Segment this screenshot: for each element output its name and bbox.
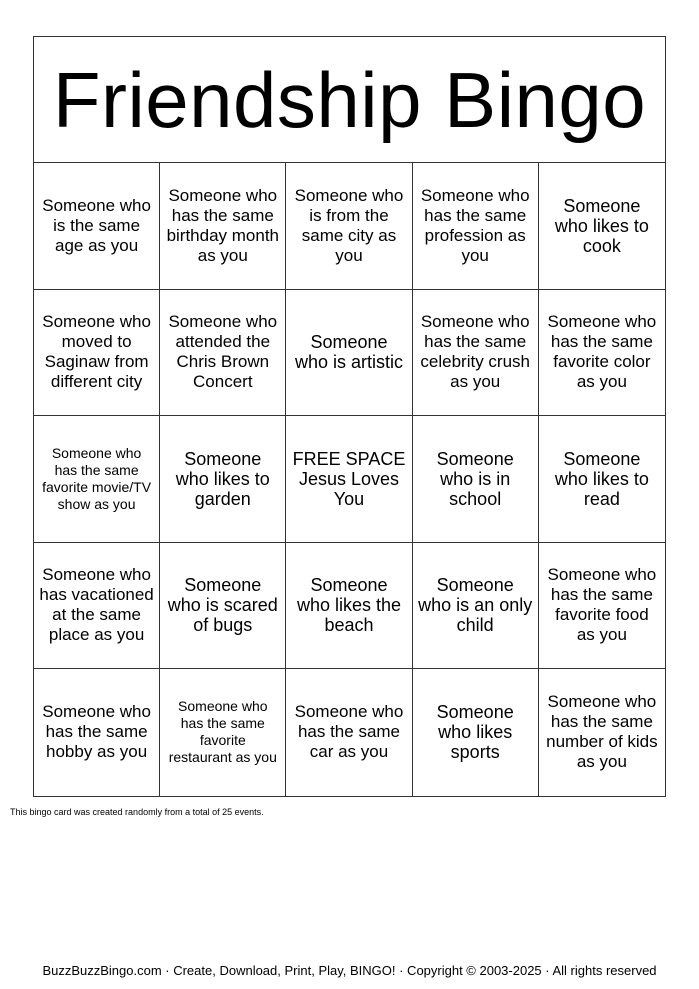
bingo-cell-r3-c4: Someone who is in school xyxy=(413,416,539,543)
card-title: Friendship Bingo xyxy=(52,55,647,144)
bingo-cell-r4-c3: Someone who likes the beach xyxy=(286,543,412,670)
generation-note: This bingo card was created randomly from a total of 25 events. xyxy=(10,807,264,817)
bingo-cell-r3-c1: Someone who has the same favorite movie/TV show as you xyxy=(34,416,160,543)
bingo-cell-r5-c5: Someone who has the same number of kids as you xyxy=(546,692,658,772)
free-space-cell: FREE SPACE Jesus Loves You xyxy=(286,416,412,543)
bingo-cell-r4-c1: Someone who has vacationed at the same place as you xyxy=(34,543,160,670)
bingo-grid xyxy=(34,163,665,796)
bingo-cell-r2-c1: Someone who moved to Saginaw from different city xyxy=(34,290,160,417)
bingo-cell-r1-c1: Someone who is the same age as you xyxy=(34,163,160,290)
bingo-cell-r5-c2: Someone who has the same favorite restaurant as you xyxy=(160,669,286,796)
bingo-cell-r4-c4: Someone who is an only child xyxy=(413,543,539,670)
bingo-cell-r3-c5: Someone who likes to read xyxy=(539,416,665,543)
bingo-cell-r2-c3: Someone who is artistic xyxy=(286,290,412,417)
bingo-cell-r1-c3: Someone who is from the same city as you xyxy=(286,163,412,290)
bingo-cell-r2-c2: Someone who attended the Chris Brown Concert xyxy=(160,290,286,417)
bingo-cell-r1-c4: Someone who has the same profession as you xyxy=(413,163,539,290)
bingo-cell-r1-c2: Someone who has the same birthday month as you xyxy=(160,163,286,290)
bingo-cell-r5-c1: Someone who has the same hobby as you xyxy=(34,669,160,796)
bingo-cell-r5-c3: Someone who has the same car as you xyxy=(286,669,412,796)
site-footer: BuzzBuzzBingo.com · Create, Download, Print, Play, BINGO! · Copyright © 2003-2025 · All rights reserved xyxy=(42,963,657,978)
bingo-cell-r1-c5: Someone who likes to cook xyxy=(539,163,665,290)
bingo-cell-r5-c4: Someone who likes sports xyxy=(413,669,539,796)
bingo-card xyxy=(33,36,666,797)
bingo-cell-r4-c5: Someone who has the same favorite food as you xyxy=(539,543,665,670)
title-cell xyxy=(34,37,665,163)
bingo-cell-r4-c2: Someone who is scared of bugs xyxy=(160,543,286,670)
bingo-cell-r2-c4: Someone who has the same celebrity crush as you xyxy=(413,290,539,417)
bingo-cell-r3-c2: Someone who likes to garden xyxy=(160,416,286,543)
bingo-cell-r2-c5: Someone who has the same favorite color as you xyxy=(539,290,665,417)
